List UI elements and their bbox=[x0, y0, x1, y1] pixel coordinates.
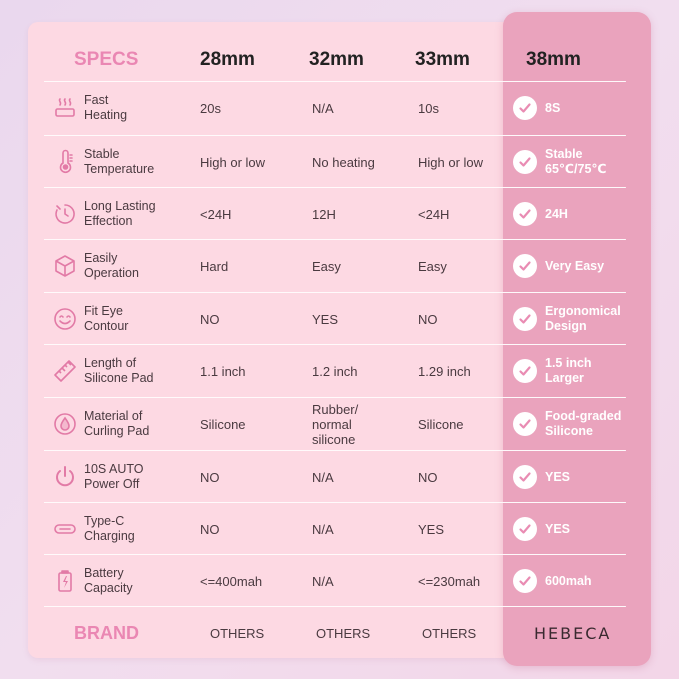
timer-icon bbox=[50, 199, 80, 229]
cell-fast-heating-col1: 20s bbox=[200, 100, 221, 116]
cell-type-c-charging-col2: N/A bbox=[312, 521, 334, 537]
hebeca-logo: HEBECA bbox=[534, 623, 612, 643]
cell-fit-eye-contour-col3: NO bbox=[418, 311, 438, 327]
row-label-easily-operation: Easily Operation bbox=[84, 251, 139, 280]
row-label-long-lasting-effection: Long Lasting Effection bbox=[84, 199, 156, 228]
row-separator-highlight bbox=[503, 81, 625, 82]
cell-easily-operation-col1: Hard bbox=[200, 258, 229, 274]
smiley-icon bbox=[50, 304, 80, 334]
check-icon bbox=[513, 150, 537, 174]
cell-battery-capacity-col3: <=230mah bbox=[418, 573, 481, 589]
brand-cell-28mm: OTHERS bbox=[210, 625, 265, 641]
row-label-fast-heating: Fast Heating bbox=[84, 93, 128, 122]
check-icon bbox=[513, 254, 537, 278]
check-icon bbox=[513, 465, 537, 489]
cell-easily-operation-col2: Easy bbox=[312, 258, 341, 274]
battery-icon bbox=[50, 566, 80, 596]
check-icon bbox=[513, 517, 537, 541]
cell-material-of-curling-pad-col1: Silicone bbox=[200, 416, 246, 432]
cell-fast-heating-col2: N/A bbox=[312, 100, 334, 116]
cell-length-of-silicone-pad-col1: 1.1 inch bbox=[200, 363, 246, 379]
cell-easily-operation-col3: Easy bbox=[418, 258, 447, 274]
cell-stable-temperature-col2: No heating bbox=[312, 154, 375, 170]
cell-battery-capacity-col1: <=400mah bbox=[200, 573, 263, 589]
cell-type-c-charging-38mm: YES bbox=[545, 521, 571, 536]
cell-material-of-curling-pad-38mm: Food-graded Silicone bbox=[545, 409, 622, 438]
cell-type-c-charging-col3: YES bbox=[418, 521, 445, 537]
brand-label: BRAND bbox=[74, 622, 139, 643]
cell-length-of-silicone-pad-38mm: 1.5 inch Larger bbox=[545, 356, 592, 385]
check-icon bbox=[513, 359, 537, 383]
cell-10s-auto-power-off-38mm: YES bbox=[545, 469, 571, 484]
column-header-32mm: 32mm bbox=[309, 49, 364, 70]
brand-cell-32mm: OTHERS bbox=[316, 625, 371, 641]
row-label-stable-temperature: Stable Temperature bbox=[84, 147, 155, 176]
cell-fit-eye-contour-col1: NO bbox=[200, 311, 220, 327]
check-icon bbox=[513, 96, 537, 120]
check-icon bbox=[513, 569, 537, 593]
ruler-icon bbox=[50, 356, 80, 386]
row-label-fit-eye-contour: Fit Eye Contour bbox=[84, 304, 129, 333]
cell-stable-temperature-col3: High or low bbox=[418, 154, 484, 170]
check-icon bbox=[513, 307, 537, 331]
drop-icon bbox=[50, 409, 80, 439]
cell-10s-auto-power-off-col1: NO bbox=[200, 469, 220, 485]
cell-type-c-charging-col1: NO bbox=[200, 521, 220, 537]
cell-long-lasting-effection-38mm: 24H bbox=[545, 206, 568, 221]
power-icon bbox=[50, 462, 80, 492]
thermometer-icon bbox=[50, 147, 80, 177]
cell-material-of-curling-pad-col2: Rubber/ normal silicone bbox=[312, 401, 359, 447]
cell-long-lasting-effection-col3: <24H bbox=[418, 206, 450, 222]
check-icon bbox=[513, 202, 537, 226]
cell-stable-temperature-col1: High or low bbox=[200, 154, 266, 170]
row-label-material-of-curling-pad: Material of Curling Pad bbox=[84, 409, 150, 438]
cell-material-of-curling-pad-col3: Silicone bbox=[418, 416, 464, 432]
row-label-type-c-charging: Type-C Charging bbox=[84, 514, 135, 543]
check-icon bbox=[513, 412, 537, 436]
row-label-10s-auto-power-off: 10S AUTO Power Off bbox=[84, 462, 144, 491]
cell-fast-heating-38mm: 8S bbox=[545, 100, 561, 115]
heating-icon bbox=[50, 93, 80, 123]
cell-stable-temperature-38mm: Stable 65℃/75℃ bbox=[545, 147, 607, 176]
cell-easily-operation-38mm: Very Easy bbox=[545, 258, 605, 273]
row-label-battery-capacity: Battery Capacity bbox=[84, 566, 133, 595]
cube-icon bbox=[50, 251, 80, 281]
cell-length-of-silicone-pad-col2: 1.2 inch bbox=[312, 363, 358, 379]
column-header-38mm: 38mm bbox=[526, 49, 581, 70]
cell-long-lasting-effection-col2: 12H bbox=[312, 206, 336, 222]
cell-fast-heating-col3: 10s bbox=[418, 100, 439, 116]
column-header-28mm: 28mm bbox=[200, 49, 255, 70]
cell-length-of-silicone-pad-col3: 1.29 inch bbox=[418, 363, 471, 379]
row-label-length-of-silicone-pad: Length of Silicone Pad bbox=[84, 356, 154, 385]
column-header-33mm: 33mm bbox=[415, 49, 470, 70]
usb-c-icon bbox=[50, 514, 80, 544]
brand-cell-33mm: OTHERS bbox=[422, 625, 477, 641]
cell-battery-capacity-38mm: 600mah bbox=[545, 573, 592, 588]
cell-fit-eye-contour-38mm: Ergonomical Design bbox=[545, 304, 621, 333]
cell-long-lasting-effection-col1: <24H bbox=[200, 206, 232, 222]
cell-battery-capacity-col2: N/A bbox=[312, 573, 334, 589]
cell-10s-auto-power-off-col3: NO bbox=[418, 469, 438, 485]
cell-10s-auto-power-off-col2: N/A bbox=[312, 469, 334, 485]
specs-header: SPECS bbox=[74, 49, 139, 70]
cell-fit-eye-contour-col2: YES bbox=[312, 311, 339, 327]
